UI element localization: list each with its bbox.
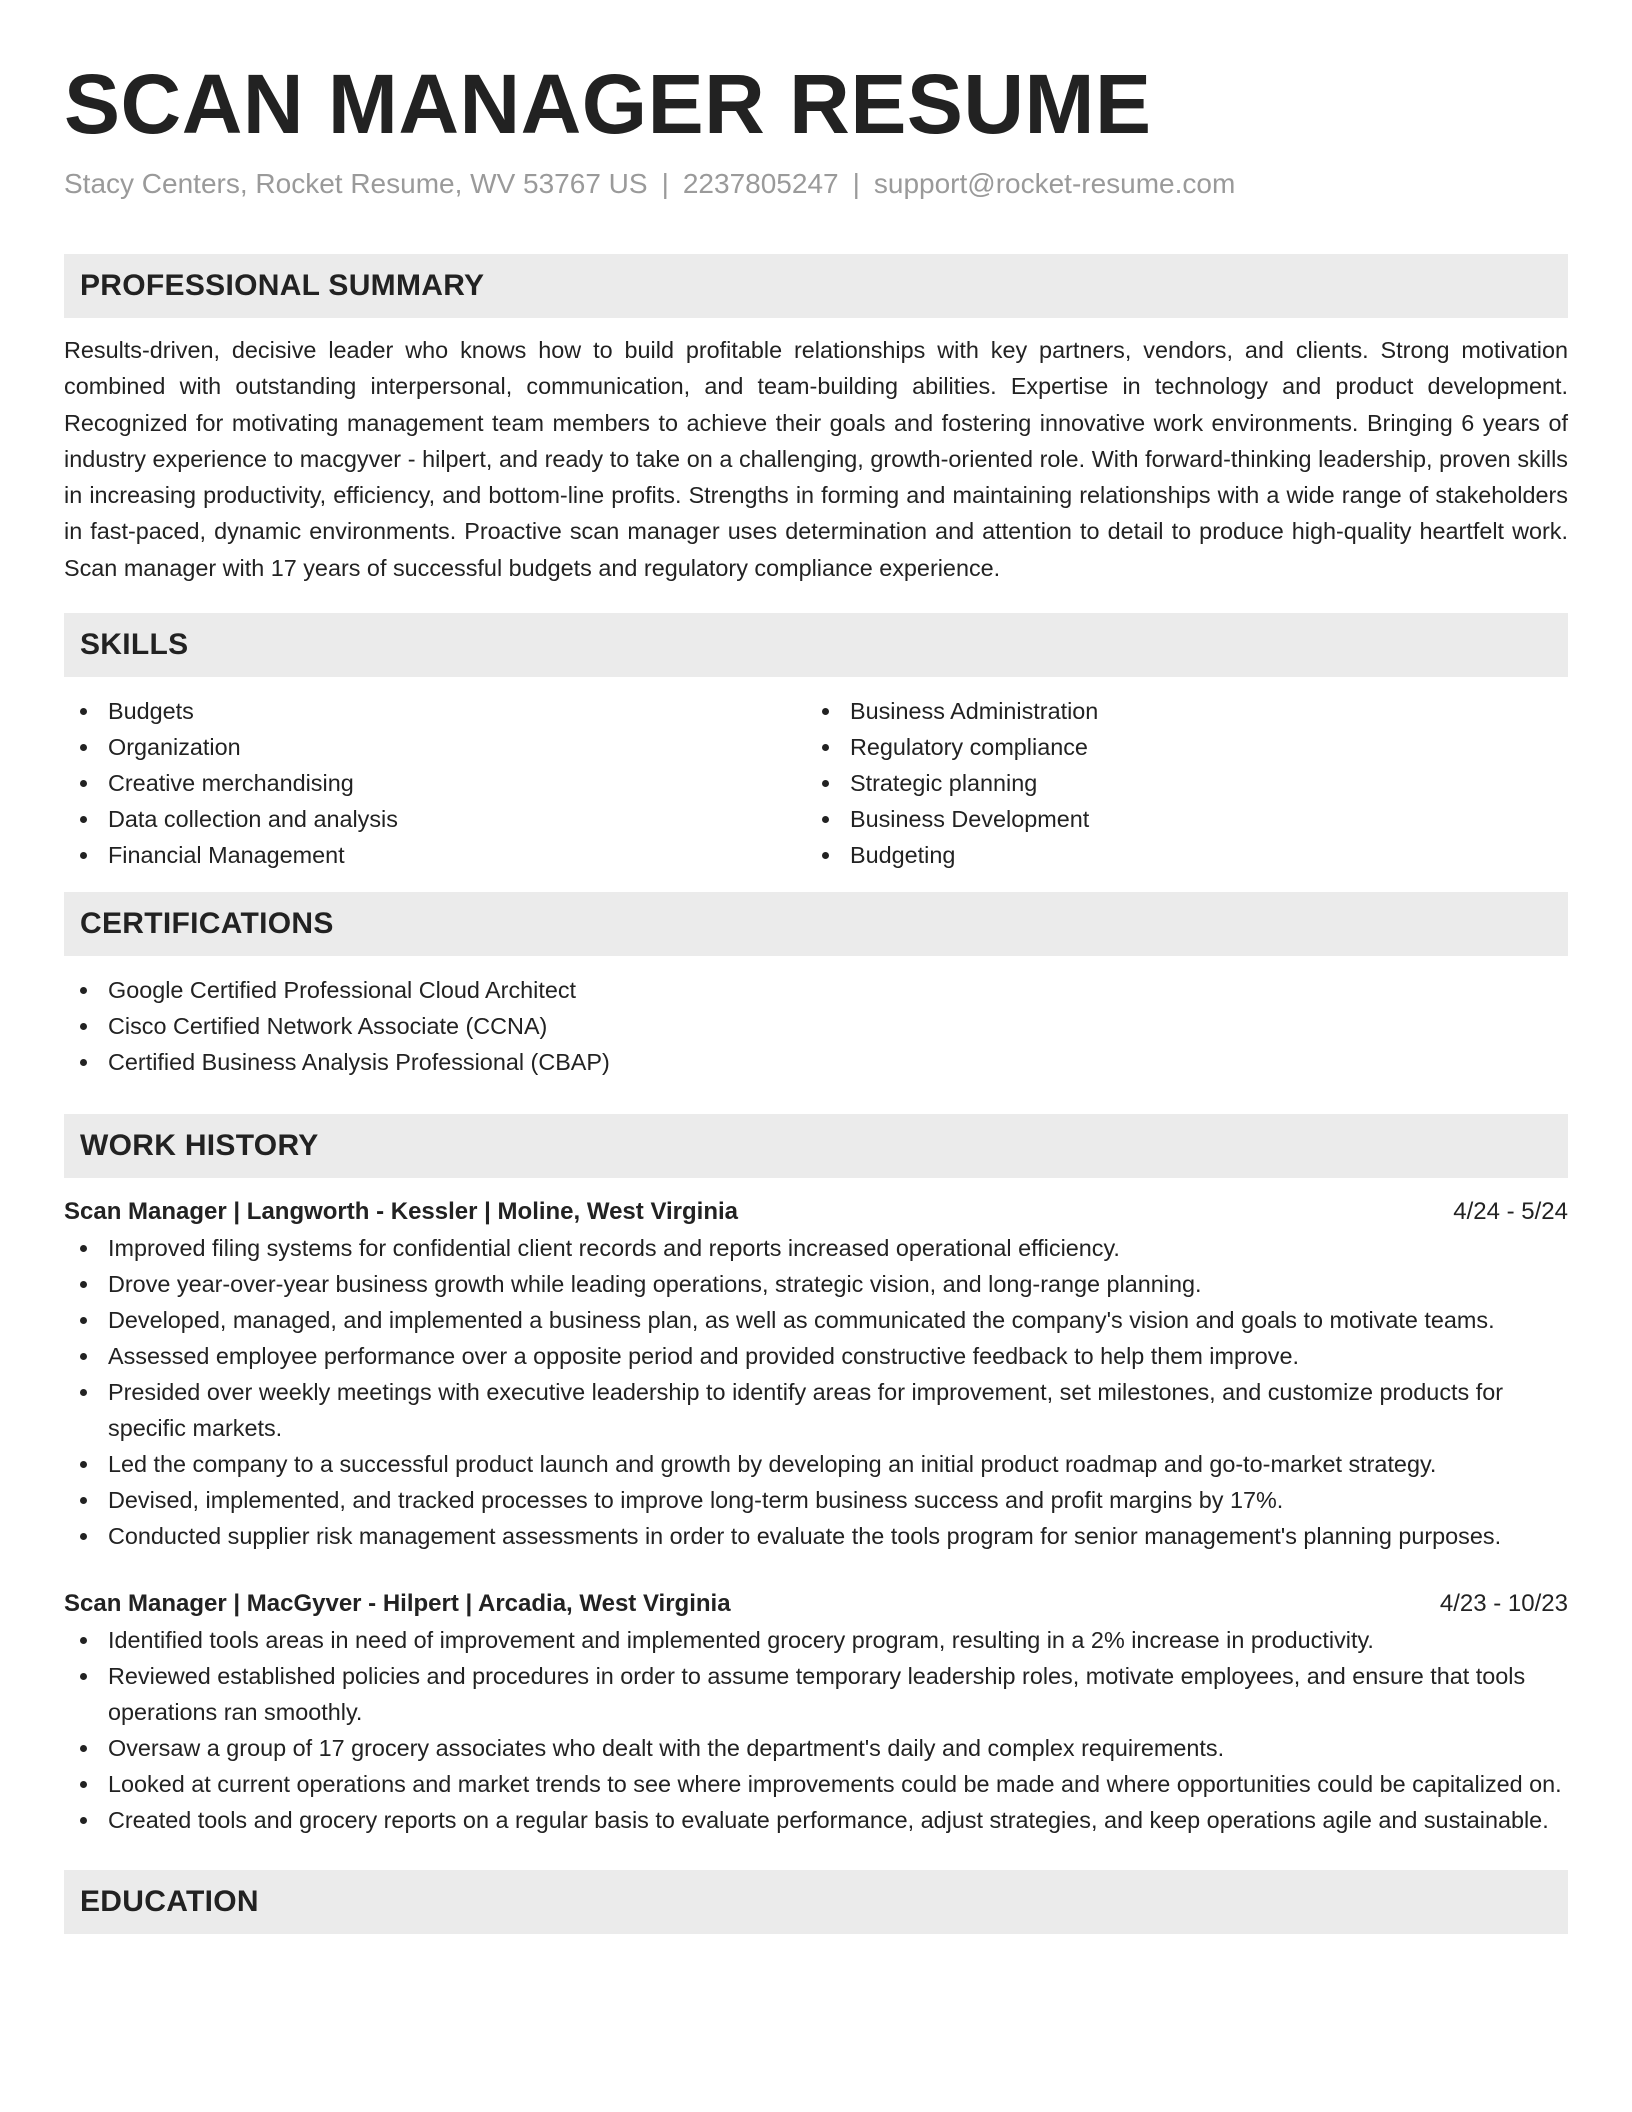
job-header bbox=[64, 1194, 1568, 1230]
job-bullet: Created tools and grocery reports on a regular basis to evaluate performance, adjust strategies, and keep operations agile and sustainable. bbox=[64, 1802, 1568, 1838]
education-section-header bbox=[64, 1870, 1568, 1934]
job-bullets bbox=[64, 1622, 1568, 1838]
skills-section-header bbox=[64, 613, 1568, 677]
certification-item: Certified Business Analysis Professional (CBAP) bbox=[64, 1044, 1568, 1080]
job-dates: 4/24 - 5/24 bbox=[1453, 1198, 1568, 1226]
job-bullets bbox=[64, 1230, 1568, 1554]
job-bullet: Improved filing systems for confidential client records and reports increased operational efficiency. bbox=[64, 1230, 1568, 1266]
skills-list bbox=[64, 693, 1568, 873]
skills-column-right bbox=[806, 693, 1548, 873]
summary-text: Results-driven, decisive leader who knows how to build profitable relationships with key partners, vendors, and clients. Strong motivation combined with outstanding interpersonal, communication, and team-building abilities. Expertise in technology and product development. Recognized for motivating management team members to achieve their goals and fostering innovative work environments. Bringing 6 years of industry experience to macgyver - hilpert, and ready to take on a challenging, growth-oriented role. With forward-thinking leadership, proven skills in increasing productivity, efficiency, and bottom-line profits. Strengths in forming and maintaining relationships with a wide range of stakeholders in fast-paced, dynamic environments. Proactive scan manager uses determination and attention to detail to produce high-quality heartfelt work. Scan manager with 17 years of successful budgets and regulatory compliance experience. bbox=[64, 337, 1568, 581]
job-bullet: Devised, implemented, and tracked processes to improve long-term business success and profit margins by 17%. bbox=[64, 1482, 1568, 1518]
skill-item: Regulatory compliance bbox=[806, 729, 1548, 765]
skills-column-left bbox=[64, 693, 806, 873]
certifications-list bbox=[64, 972, 1568, 1080]
summary-section-header bbox=[64, 254, 1568, 318]
certification-item: Google Certified Professional Cloud Architect bbox=[64, 972, 1568, 1008]
job-header bbox=[64, 1586, 1568, 1622]
skill-item: Financial Management bbox=[64, 837, 806, 873]
certifications-heading: CERTIFICATIONS bbox=[80, 907, 334, 941]
education-heading: EDUCATION bbox=[80, 1885, 259, 1919]
job-bullet: Conducted supplier risk management assessments in order to evaluate the tools program for senior management's planning purposes. bbox=[64, 1518, 1568, 1554]
job-bullet: Developed, managed, and implemented a business plan, as well as communicated the company's vision and goals to motivate teams. bbox=[64, 1302, 1568, 1338]
skill-item: Budgeting bbox=[806, 837, 1548, 873]
work-history-heading: WORK HISTORY bbox=[80, 1129, 319, 1163]
job-bullet: Oversaw a group of 17 grocery associates who dealt with the department's daily and complex requirements. bbox=[64, 1730, 1568, 1766]
skill-item: Creative merchandising bbox=[64, 765, 806, 801]
certification-item: Cisco Certified Network Associate (CCNA) bbox=[64, 1008, 1568, 1044]
contact-address: Stacy Centers, Rocket Resume, WV 53767 US bbox=[64, 168, 648, 199]
job-bullet: Assessed employee performance over a opposite period and provided constructive feedback to help them improve. bbox=[64, 1338, 1568, 1374]
skill-item: Budgets bbox=[64, 693, 806, 729]
contact-email: support@rocket-resume.com bbox=[873, 168, 1236, 199]
skill-item: Strategic planning bbox=[806, 765, 1548, 801]
resume-title: SCAN MANAGER RESUME bbox=[64, 57, 1152, 151]
job-bullet: Reviewed established policies and procedures in order to assume temporary leadership roles, motivate employees, and ensure that tools operations ran smoothly. bbox=[64, 1658, 1568, 1730]
contact-phone: 2237805247 bbox=[682, 168, 839, 199]
job-title: Scan Manager | MacGyver - Hilpert | Arcadia, West Virginia bbox=[64, 1590, 731, 1618]
skill-item: Business Development bbox=[806, 801, 1548, 837]
job-bullet: Presided over weekly meetings with executive leadership to identify areas for improvement, set milestones, and customize products for specific markets. bbox=[64, 1374, 1568, 1446]
contact-line bbox=[64, 164, 1568, 204]
job-bullet: Looked at current operations and market trends to see where improvements could be made and where opportunities could be capitalized on. bbox=[64, 1766, 1568, 1802]
job-bullet: Drove year-over-year business growth while leading operations, strategic vision, and long-range planning. bbox=[64, 1266, 1568, 1302]
job-title: Scan Manager | Langworth - Kessler | Moline, West Virginia bbox=[64, 1198, 739, 1226]
job-entry bbox=[64, 1194, 1568, 1554]
contact-separator: | bbox=[852, 168, 860, 199]
job-dates: 4/23 - 10/23 bbox=[1439, 1590, 1568, 1618]
job-bullet: Led the company to a successful product launch and growth by developing an initial product roadmap and go-to-market strategy. bbox=[64, 1446, 1568, 1482]
job-entry bbox=[64, 1586, 1568, 1838]
skill-item: Business Administration bbox=[806, 693, 1548, 729]
resume-page bbox=[64, 0, 1568, 1934]
skill-item: Data collection and analysis bbox=[64, 801, 806, 837]
certifications-section-header bbox=[64, 892, 1568, 956]
contact-separator: | bbox=[661, 168, 669, 199]
skill-item: Organization bbox=[64, 729, 806, 765]
job-bullet: Identified tools areas in need of improvement and implemented grocery program, resulting in a 2% increase in productivity. bbox=[64, 1622, 1568, 1658]
summary-heading: PROFESSIONAL SUMMARY bbox=[80, 269, 485, 302]
skills-heading: SKILLS bbox=[80, 628, 189, 662]
work-history-section-header bbox=[64, 1114, 1568, 1178]
